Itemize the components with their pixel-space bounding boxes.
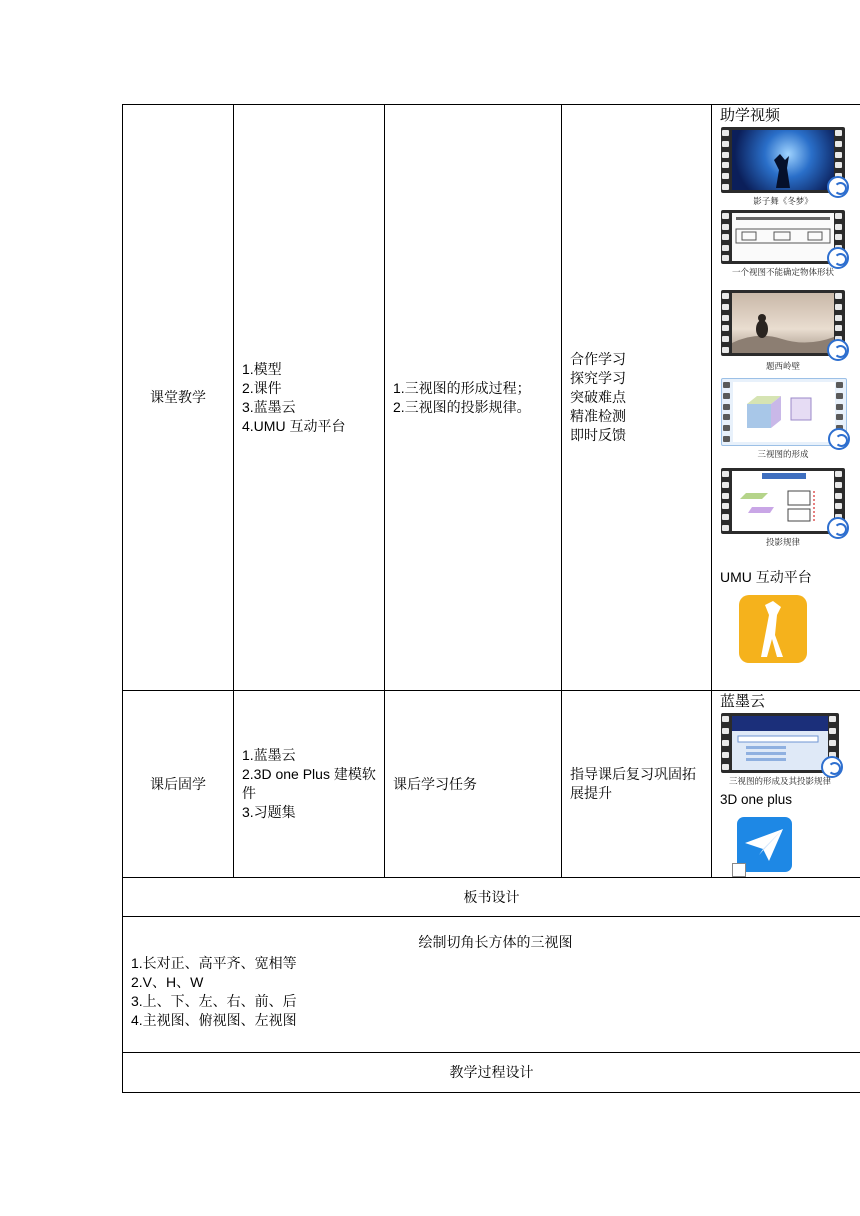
- stage-label: 课后固学: [150, 775, 206, 792]
- tool-item: 3.蓝墨云: [242, 398, 296, 415]
- board-content: [123, 917, 860, 1053]
- tool-item: 2.课件: [242, 379, 282, 396]
- content-cell: [385, 105, 562, 691]
- shortcut-arrow-icon: [732, 863, 746, 877]
- tool-item: 1.蓝墨云: [242, 747, 296, 763]
- play-icon[interactable]: [827, 176, 849, 198]
- tool-item: 3.习题集: [242, 804, 296, 820]
- tool-item: 4.UMU 互动平台: [242, 417, 346, 434]
- board-item: 4.主视图、俯视图、左视图: [131, 1012, 297, 1028]
- video-thumbnail[interactable]: [721, 378, 860, 460]
- method-item: 指导课后复习巩固拓展提升: [570, 766, 696, 801]
- table-row: [123, 1053, 860, 1093]
- stage-cell: [123, 691, 234, 878]
- method-item: 探究学习: [570, 370, 626, 386]
- video-thumbnail[interactable]: [721, 210, 860, 278]
- tools-cell: [234, 691, 385, 878]
- content-item: 2.三视图的投影规律。: [393, 398, 531, 415]
- app-label: 3D one plus: [720, 792, 793, 807]
- lesson-plan-table: [122, 104, 860, 1093]
- board-title: 绘制切角长方体的三视图: [418, 934, 573, 950]
- video-thumbnail[interactable]: [721, 127, 860, 207]
- play-icon[interactable]: [827, 247, 849, 269]
- play-icon[interactable]: [828, 428, 850, 450]
- table-row: [123, 917, 860, 1053]
- tool-item: 1.模型: [242, 360, 282, 377]
- method-item: 突破难点: [570, 389, 626, 405]
- play-icon[interactable]: [827, 339, 849, 361]
- resources-heading: 蓝墨云: [720, 693, 766, 710]
- board-heading: 板书设计: [123, 878, 860, 917]
- methods-cell: [562, 105, 712, 691]
- content-item: 1.三视图的形成过程；: [393, 379, 531, 396]
- content-item: 课后学习任务: [393, 775, 477, 792]
- board-item: 3.上、下、左、右、前、后: [131, 993, 297, 1009]
- video-caption: 影子舞《冬梦》: [753, 196, 813, 206]
- table-row: [123, 878, 860, 917]
- resources-heading: 助学视频: [720, 107, 781, 124]
- table-row: [123, 105, 860, 691]
- video-caption: 三视图的形成: [757, 449, 809, 459]
- method-item: 精准检测: [570, 408, 626, 424]
- tools-cell: [234, 105, 385, 691]
- video-caption: 投影规律: [765, 537, 800, 547]
- stage-cell: [123, 105, 234, 691]
- video-caption: 三视图的形成及其投影规律: [728, 776, 831, 786]
- video-thumbnail[interactable]: [721, 713, 860, 787]
- resources-cell: [712, 105, 860, 691]
- umu-giraffe-logo[interactable]: [739, 595, 807, 663]
- content-cell: [385, 691, 562, 878]
- platform-label: UMU 互动平台: [720, 569, 812, 585]
- methods-cell: [562, 691, 712, 878]
- tool-item: 2.3D one Plus 建模软件: [242, 766, 376, 801]
- video-thumbnail[interactable]: [721, 290, 860, 372]
- video-caption: 题西岭壁: [765, 361, 800, 371]
- video-thumbnail[interactable]: [721, 468, 860, 548]
- stage-label: 课堂教学: [150, 389, 206, 405]
- play-icon[interactable]: [821, 756, 843, 778]
- method-item: 即时反馈: [570, 427, 626, 443]
- paper-plane-app-icon[interactable]: [737, 817, 792, 872]
- method-item: 合作学习: [570, 351, 626, 367]
- process-heading: 教学过程设计: [123, 1053, 860, 1093]
- giraffe-icon: [739, 595, 807, 663]
- table-row: [123, 691, 860, 878]
- video-caption: 一个视图不能确定物体形状: [731, 267, 834, 277]
- play-icon[interactable]: [827, 517, 849, 539]
- board-item: 1.长对正、高平齐、宽相等: [131, 955, 297, 971]
- resources-cell: [712, 691, 860, 878]
- board-item: 2.V、H、W: [131, 974, 204, 990]
